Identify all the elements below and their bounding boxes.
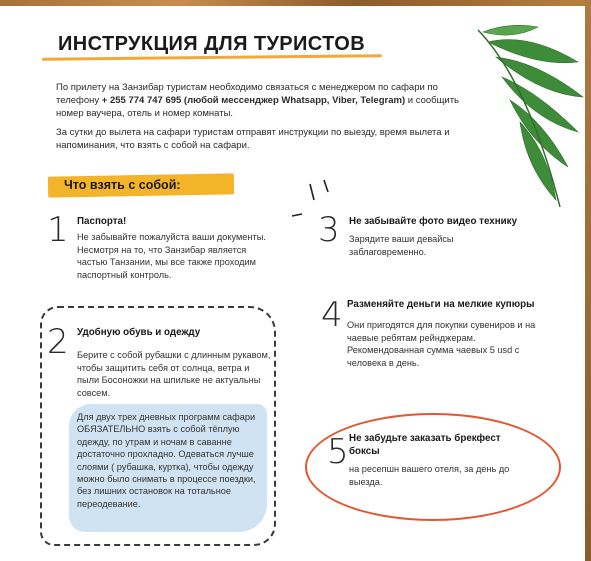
intro-paragraph: [56, 81, 466, 120]
item-3-heading: Не забывайте фото видео технику: [349, 216, 518, 227]
palm-leaf-icon: [468, 22, 591, 212]
item-2-note: Для двух трех дневных программ сафари ОБЯЗАТЕЛЬНО взять с собой тёплую одежду, по утрам и ночам в саванне достаточно прохладно. Одеваться лучше слоями ( рубашка, куртка), чтобы одежду можно было снимать в процессе поездки, без лишних остановок на тотальное переодевание.: [77, 412, 256, 509]
intro-text-part2: и сообщить номер ваучера, отель и номер комнаты.: [56, 95, 459, 119]
item-3-number: 3: [318, 210, 340, 250]
item-2-body: Берите с собой рубашки с длинным рукавом, чтобы защитить себя от солнца, ветра и пыли Босоножки на шпильке не актуальны совсем.: [77, 350, 271, 398]
item-5-heading: Не забудьте заказать брекфест боксы: [349, 433, 501, 457]
what-to-bring-heading: Что взять с собой:: [64, 178, 181, 192]
intro-text-part1: По прилету на Занзибар туристам необходимо связаться с менеджером по сафари по телефону: [56, 82, 438, 106]
page-title: ИНСТРУКЦИЯ ДЛЯ ТУРИСТОВ: [58, 33, 366, 55]
item-1-body: Не забывайте пожалуйста ваши документы. Несмотря на то, что Занзибар является частью Танзании, мы все также проходим паспортный контроль.: [77, 232, 266, 280]
item-4-body: Они пригодятся для покупки сувениров и на чаевые ребятам рейнджерам. Рекомендованная сумма чаевых 5 usd с человека в день.: [347, 320, 536, 368]
item-2-number: 2: [47, 322, 69, 362]
item-3-body: Зарядите ваши девайсы заблаговременно.: [349, 234, 454, 257]
item-5-body: на ресепшн вашего отеля, за день до выезда.: [349, 464, 510, 487]
item-1-number: 1: [47, 210, 69, 250]
item-4-number: 4: [321, 295, 343, 335]
intro-phone: + 255 774 747 695 (любой мессенджер Whatsapp, Viber, Telegram): [101, 95, 406, 106]
intro-paragraph-2: За сутки до вылета на сафари туристам отправят инструкции по выезду, время вылета и напоминания, что взять с собой на сафари.: [56, 127, 450, 151]
item-4-heading: Разменяйте деньги на мелкие купюры: [347, 299, 535, 310]
item-5-number: 5: [327, 432, 349, 472]
item-1-heading: Паспорта!: [77, 216, 127, 227]
item-2-heading: Удобную обувь и одежду: [77, 327, 201, 338]
